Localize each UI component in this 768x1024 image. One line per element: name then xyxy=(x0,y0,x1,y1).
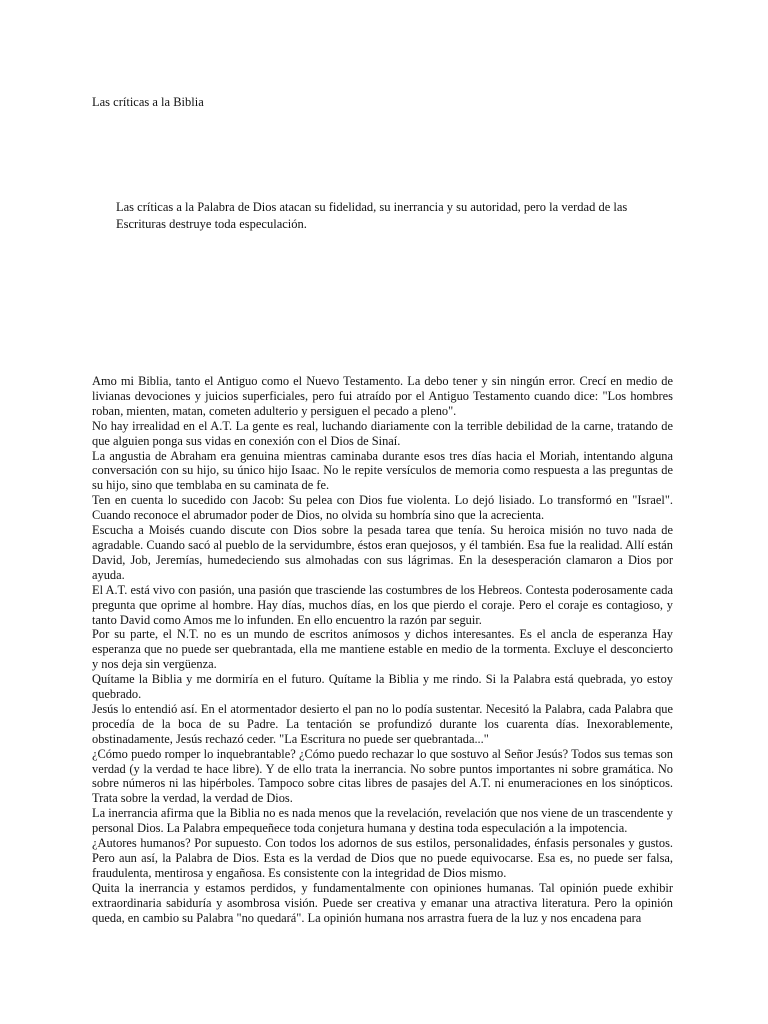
paragraph: Por su parte, el N.T. no es un mundo de escritos anímosos y dichos interesantes. Es el ancla de esperanza Hay esperanza que no puede ser quebrantada, ella me mantiene estable en medio de la tormenta. Excluye el desconcierto y nos deja sin vergüenza. xyxy=(92,627,673,672)
paragraph: No hay irrealidad en el A.T. La gente es real, luchando diariamente con la terrible debilidad de la carne, tratando de que alguien ponga sus vidas en conexión con el Dios de Sinaí. xyxy=(92,418,673,448)
paragraph: Ten en cuenta lo sucedido con Jacob: Su pelea con Dios fue violenta. Lo dejó lisiado. Lo transformó en "Israel". Cuando reconoce el abrumador poder de Dios, no olvida su hombría sino que la acrecienta. xyxy=(92,493,673,523)
paragraph: Quítame la Biblia y me dormiría en el futuro. Quítame la Biblia y me rindo. Si la Palabra está quebrada, yo estoy quebrado. xyxy=(92,672,673,702)
paragraph: ¿Autores humanos? Por supuesto. Con todos los adornos de sus estilos, personalidades, énfasis personales y gustos. Pero aun así, la Palabra de Dios. Esta es la verdad de Dios que no puede equivocarse. Esa es, no puede ser falsa, fraudulenta, mentirosa y engañosa. Es consistente con la integridad de Dios mismo. xyxy=(92,836,673,880)
document-abstract: Las críticas a la Palabra de Dios atacan su fidelidad, su inerrancia y su autoridad, pero la verdad de las Escrituras destruye toda especulación. xyxy=(116,200,628,231)
paragraph: Jesús lo entendió así. En el atormentador desierto el pan no lo podía sustentar. Necesitó la Palabra, cada Palabra que procedía de la boca de su Padre. La tentación se profundizó durante los cuarenta días. Inexorablemente, obstinadamente, Jesús rechazó ceder. "La Escritura no puede ser quebrantada..." xyxy=(92,701,673,746)
paragraph: Escucha a Moisés cuando discute con Dios sobre la pesada tarea que tenía. Su heroica misión no tuvo nada de agradable. Cuando sacó al pueblo de la servidumbre, éstos eran quejosos, y él también. Esa fue la realidad. Allí están David, Job, Jeremías, humedeciendo sus almohadas con sus lágrimas. En la desesperación clamaron a Dios por ayuda. xyxy=(92,523,673,582)
paragraph: La inerrancia afirma que la Biblia no es nada menos que la revelación, revelación que nos viene de un trascendente y personal Dios. La Palabra empequeñece toda conjetura humana y destina toda especulación a la impotencia. xyxy=(92,806,673,836)
paragraph: La angustia de Abraham era genuina mientras caminaba durante esos tres días hacia el Moriah, intentando alguna conversación con su hijo, su único hijo Isaac. No le repite versículos de memoria como respuesta a las preguntas de su hijo, sino que temblaba en su caminata de fe. xyxy=(92,448,673,493)
paragraph: Amo mi Biblia, tanto el Antiguo como el Nuevo Testamento. La debo tener y sin ningún error. Crecí en medio de livianas devociones y juicios superficiales, pero fui atraído por el Antiguo Testamento cuando dice: "Los hombres roban, mienten, matan, cometen adulterio y persiguen el pecado a pleno". xyxy=(92,374,673,418)
document-body xyxy=(92,374,673,926)
paragraph: ¿Cómo puedo romper lo inquebrantable? ¿Cómo puedo rechazar lo que sostuvo al Señor Jesús? Todos sus temas son verdad (y la verdad te hace libre). Y de ello trata la inerrancia. No sobre puntos importantes ni sobre gramática. No sobre números ni las hipérboles. Tampoco sobre citas libres de pasajes del A.T. ni enumeraciones en los sinópticos. Trata sobre la verdad, la verdad de Dios. xyxy=(92,746,673,806)
paragraph: Quita la inerrancia y estamos perdidos, y fundamentalmente con opiniones humanas. Tal opinión puede exhibir extraordinaria sabiduría y asombrosa visión. Puede ser creativa y emanar una atractiva literatura. Pero la opinión queda, en cambio su Palabra "no quedará". La opinión humana nos arrastra fuera de la luz y nos encadena para xyxy=(92,880,673,925)
document-title: Las críticas a la Biblia xyxy=(92,95,204,109)
paragraph: El A.T. está vivo con pasión, una pasión que trasciende las costumbres de los Hebreos. Contesta poderosamente cada pregunta que oprime al hombre. Hay días, muchos días, en los que pierdo el coraje. Pero el coraje es contagioso, y tanto David como Amos me lo infunden. En ello encuentro la razón par seguir. xyxy=(92,582,673,627)
